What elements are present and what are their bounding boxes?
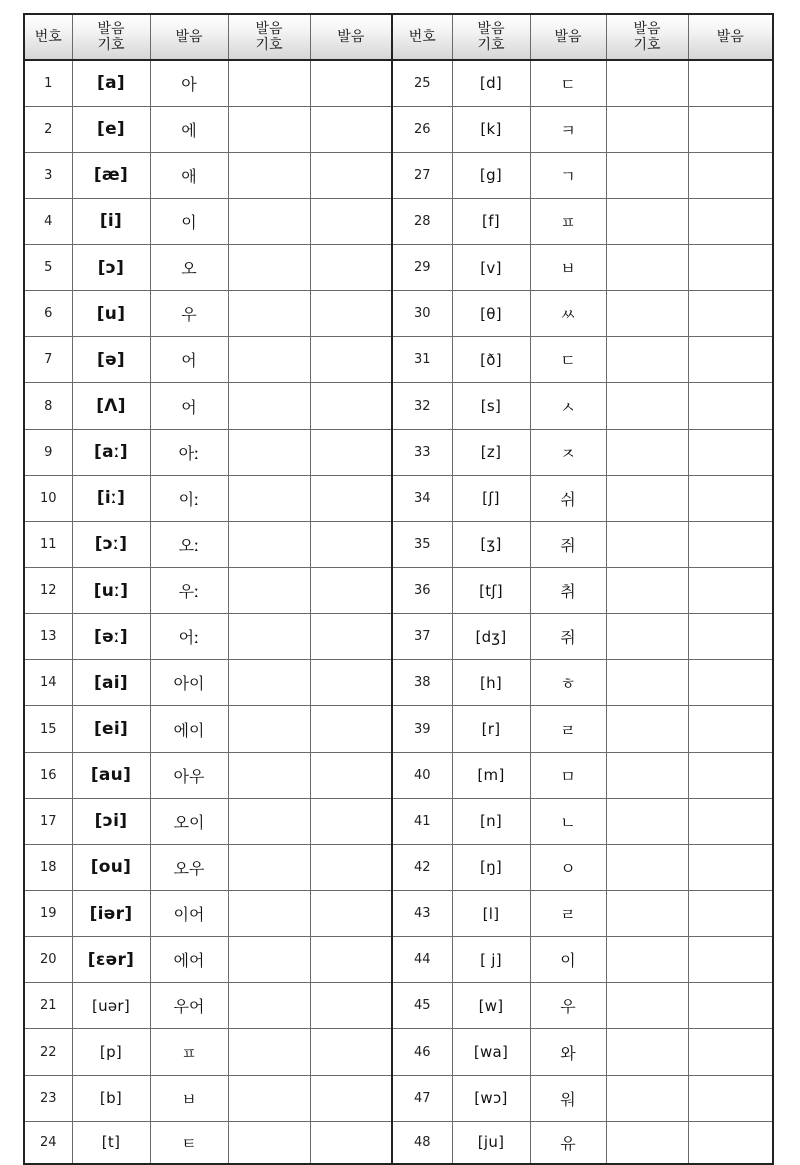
table-row: [24, 198, 773, 244]
korean-pronunciation: ㅋ: [530, 106, 606, 152]
phonetic-symbol-table: [23, 13, 774, 1165]
symbol-practice-cell[interactable]: [228, 660, 310, 706]
korean-pronunciation: ㄹ: [530, 706, 606, 752]
korean-pronunciation: ㅂ: [530, 245, 606, 291]
phonetic-symbol: [i]: [72, 198, 150, 244]
row-number: 10: [24, 475, 72, 521]
row-number: 48: [392, 1121, 452, 1164]
symbol-practice-cell[interactable]: [228, 614, 310, 660]
row-number: 19: [24, 891, 72, 937]
header-pronunciation-practice-left: 발음: [310, 14, 392, 60]
korean-pronunciation: 우: [150, 291, 228, 337]
symbol-practice-cell[interactable]: [606, 937, 688, 983]
phonetic-symbol: [a]: [72, 60, 150, 106]
row-number: 38: [392, 660, 452, 706]
row-number: 33: [392, 429, 452, 475]
row-number: 31: [392, 337, 452, 383]
symbol-practice-cell[interactable]: [606, 198, 688, 244]
table-row: [24, 429, 773, 475]
symbol-practice-cell[interactable]: [606, 752, 688, 798]
symbol-practice-cell[interactable]: [228, 245, 310, 291]
symbol-practice-cell[interactable]: [228, 1075, 310, 1121]
korean-pronunciation: 취: [530, 568, 606, 614]
pronunciation-practice-cell[interactable]: [310, 1029, 392, 1075]
row-number: 29: [392, 245, 452, 291]
row-number: 46: [392, 1029, 452, 1075]
symbol-practice-cell[interactable]: [228, 291, 310, 337]
pronunciation-practice-cell[interactable]: [310, 660, 392, 706]
table-row: [24, 152, 773, 198]
phonetic-symbol: [e]: [72, 106, 150, 152]
row-number: 3: [24, 152, 72, 198]
phonetic-symbol: [ŋ]: [452, 844, 530, 890]
korean-pronunciation: 아우: [150, 752, 228, 798]
korean-pronunciation: 아: [150, 60, 228, 106]
symbol-practice-cell[interactable]: [228, 752, 310, 798]
korean-pronunciation: 에이: [150, 706, 228, 752]
korean-pronunciation: 이: [530, 937, 606, 983]
pronunciation-practice-cell[interactable]: [688, 1121, 773, 1164]
row-number: 34: [392, 475, 452, 521]
pronunciation-practice-cell[interactable]: [688, 337, 773, 383]
phonetic-symbol: [iər]: [72, 891, 150, 937]
table-row: [24, 337, 773, 383]
pronunciation-practice-cell[interactable]: [310, 521, 392, 567]
pronunciation-practice-cell[interactable]: [310, 891, 392, 937]
symbol-practice-cell[interactable]: [228, 706, 310, 752]
row-number: 11: [24, 521, 72, 567]
symbol-practice-cell[interactable]: [228, 568, 310, 614]
phonetic-symbol: [n]: [452, 798, 530, 844]
pronunciation-practice-cell[interactable]: [310, 568, 392, 614]
row-number: 16: [24, 752, 72, 798]
table-row: [24, 568, 773, 614]
phonetic-symbol: [f]: [452, 198, 530, 244]
symbol-practice-cell[interactable]: [228, 521, 310, 567]
symbol-practice-cell[interactable]: [606, 383, 688, 429]
row-number: 32: [392, 383, 452, 429]
header-symbol-left: 발음 기호: [72, 14, 150, 60]
pronunciation-practice-cell[interactable]: [310, 337, 392, 383]
korean-pronunciation: 어ː: [150, 614, 228, 660]
row-number: 15: [24, 706, 72, 752]
table-row: [24, 383, 773, 429]
pronunciation-practice-cell[interactable]: [310, 1075, 392, 1121]
row-number: 21: [24, 983, 72, 1029]
header-symbol-right: 발음 기호: [452, 14, 530, 60]
phonetic-symbol: [əː]: [72, 614, 150, 660]
row-number: 24: [24, 1121, 72, 1164]
phonetic-symbol: [ou]: [72, 844, 150, 890]
phonetic-symbol: [tʃ]: [452, 568, 530, 614]
korean-pronunciation: ㄴ: [530, 798, 606, 844]
header-pronunciation-practice-right: 발음: [688, 14, 773, 60]
pronunciation-practice-cell[interactable]: [310, 798, 392, 844]
pronunciation-practice-cell[interactable]: [310, 429, 392, 475]
phonetic-symbol: [ə]: [72, 337, 150, 383]
row-number: 27: [392, 152, 452, 198]
phonetic-symbol: [ j]: [452, 937, 530, 983]
row-number: 35: [392, 521, 452, 567]
header-symbol-practice-right: 발음 기호: [606, 14, 688, 60]
symbol-practice-cell[interactable]: [606, 245, 688, 291]
phonetic-symbol: [ɔ]: [72, 245, 150, 291]
phonetic-symbol: [ð]: [452, 337, 530, 383]
pronunciation-practice-cell[interactable]: [688, 106, 773, 152]
pronunciation-practice-cell[interactable]: [688, 475, 773, 521]
phonetic-symbol: [k]: [452, 106, 530, 152]
table-row: [24, 706, 773, 752]
row-number: 2: [24, 106, 72, 152]
row-number: 8: [24, 383, 72, 429]
korean-pronunciation: 아이: [150, 660, 228, 706]
pronunciation-practice-cell[interactable]: [310, 106, 392, 152]
pronunciation-practice-cell[interactable]: [688, 798, 773, 844]
korean-pronunciation: 와: [530, 1029, 606, 1075]
row-number: 9: [24, 429, 72, 475]
row-number: 44: [392, 937, 452, 983]
korean-pronunciation: 우ː: [150, 568, 228, 614]
row-number: 45: [392, 983, 452, 1029]
symbol-practice-cell[interactable]: [606, 1029, 688, 1075]
symbol-practice-cell[interactable]: [606, 291, 688, 337]
row-number: 26: [392, 106, 452, 152]
row-number: 23: [24, 1075, 72, 1121]
row-number: 28: [392, 198, 452, 244]
row-number: 36: [392, 568, 452, 614]
table-row: [24, 891, 773, 937]
phonetic-symbol: [au]: [72, 752, 150, 798]
symbol-practice-cell[interactable]: [606, 568, 688, 614]
phonetic-symbol: [b]: [72, 1075, 150, 1121]
symbol-practice-cell[interactable]: [228, 937, 310, 983]
phonetic-symbol: [ʃ]: [452, 475, 530, 521]
korean-pronunciation: ㅁ: [530, 752, 606, 798]
symbol-practice-cell[interactable]: [606, 475, 688, 521]
pronunciation-practice-cell[interactable]: [310, 383, 392, 429]
pronunciation-practice-cell[interactable]: [688, 429, 773, 475]
symbol-practice-cell[interactable]: [228, 106, 310, 152]
table-row: [24, 1029, 773, 1075]
pronunciation-practice-cell[interactable]: [310, 152, 392, 198]
korean-pronunciation: 오이: [150, 798, 228, 844]
row-number: 7: [24, 337, 72, 383]
symbol-practice-cell[interactable]: [606, 660, 688, 706]
symbol-practice-cell[interactable]: [606, 1121, 688, 1164]
phonetic-symbol: [uː]: [72, 568, 150, 614]
korean-pronunciation: ㄱ: [530, 152, 606, 198]
symbol-practice-cell[interactable]: [606, 337, 688, 383]
phonetic-symbol: [ʒ]: [452, 521, 530, 567]
korean-pronunciation: 애: [150, 152, 228, 198]
table-row: [24, 60, 773, 106]
korean-pronunciation: ㅅ: [530, 383, 606, 429]
pronunciation-practice-cell[interactable]: [688, 383, 773, 429]
phonetic-symbol: [ei]: [72, 706, 150, 752]
row-number: 39: [392, 706, 452, 752]
phonetic-symbol: [w]: [452, 983, 530, 1029]
korean-pronunciation: 오우: [150, 844, 228, 890]
korean-pronunciation: 쥐: [530, 521, 606, 567]
symbol-practice-cell[interactable]: [606, 521, 688, 567]
table-row: [24, 1075, 773, 1121]
row-number: 1: [24, 60, 72, 106]
korean-pronunciation: ㅍ: [530, 198, 606, 244]
pronunciation-practice-cell[interactable]: [688, 752, 773, 798]
table-row: [24, 937, 773, 983]
pronunciation-practice-cell[interactable]: [688, 1075, 773, 1121]
symbol-practice-cell[interactable]: [606, 614, 688, 660]
header-pronunciation-left: 발음: [150, 14, 228, 60]
table-row: [24, 291, 773, 337]
korean-pronunciation: 우어: [150, 983, 228, 1029]
row-number: 41: [392, 798, 452, 844]
phonetic-symbol: [t]: [72, 1121, 150, 1164]
pronunciation-practice-cell[interactable]: [688, 245, 773, 291]
symbol-practice-cell[interactable]: [606, 844, 688, 890]
korean-pronunciation: 에어: [150, 937, 228, 983]
phonetic-symbol: [ai]: [72, 660, 150, 706]
phonetic-symbol: [m]: [452, 752, 530, 798]
korean-pronunciation: 어: [150, 383, 228, 429]
symbol-practice-cell[interactable]: [606, 798, 688, 844]
pronunciation-practice-cell[interactable]: [688, 891, 773, 937]
phonetic-symbol: [aː]: [72, 429, 150, 475]
phonetic-symbol: [s]: [452, 383, 530, 429]
header-number-left: 번호: [24, 14, 72, 60]
header-symbol-practice-left: 발음 기호: [228, 14, 310, 60]
symbol-practice-cell[interactable]: [606, 983, 688, 1029]
korean-pronunciation: 오ː: [150, 521, 228, 567]
phonetic-symbol: [g]: [452, 152, 530, 198]
phonetic-symbol: [h]: [452, 660, 530, 706]
pronunciation-practice-cell[interactable]: [688, 706, 773, 752]
row-number: 43: [392, 891, 452, 937]
korean-pronunciation: 어: [150, 337, 228, 383]
korean-pronunciation: 우: [530, 983, 606, 1029]
pronunciation-practice-cell[interactable]: [688, 983, 773, 1029]
korean-pronunciation: ㄷ: [530, 337, 606, 383]
table-row: [24, 752, 773, 798]
row-number: 12: [24, 568, 72, 614]
table-row: [24, 614, 773, 660]
pronunciation-practice-cell[interactable]: [310, 1121, 392, 1164]
phonetic-symbol: [θ]: [452, 291, 530, 337]
phonetic-symbol: [iː]: [72, 475, 150, 521]
table-row: [24, 844, 773, 890]
phonetic-symbol: [dʒ]: [452, 614, 530, 660]
phonetic-symbol: [l]: [452, 891, 530, 937]
pronunciation-practice-cell[interactable]: [310, 245, 392, 291]
symbol-practice-cell[interactable]: [228, 383, 310, 429]
pronunciation-worksheet: [23, 13, 772, 1153]
pronunciation-practice-cell[interactable]: [688, 568, 773, 614]
table-row: [24, 660, 773, 706]
pronunciation-practice-cell[interactable]: [688, 1029, 773, 1075]
row-number: 4: [24, 198, 72, 244]
pronunciation-practice-cell[interactable]: [688, 521, 773, 567]
phonetic-symbol: [r]: [452, 706, 530, 752]
row-number: 47: [392, 1075, 452, 1121]
row-number: 17: [24, 798, 72, 844]
korean-pronunciation: ㅎ: [530, 660, 606, 706]
symbol-practice-cell[interactable]: [606, 106, 688, 152]
korean-pronunciation: 쥐: [530, 614, 606, 660]
korean-pronunciation: 오: [150, 245, 228, 291]
symbol-practice-cell[interactable]: [228, 60, 310, 106]
table-row: [24, 798, 773, 844]
phonetic-symbol: [uər]: [72, 983, 150, 1029]
table-row: [24, 106, 773, 152]
symbol-practice-cell[interactable]: [228, 429, 310, 475]
symbol-practice-cell[interactable]: [228, 337, 310, 383]
phonetic-symbol: [ju]: [452, 1121, 530, 1164]
row-number: 25: [392, 60, 452, 106]
symbol-practice-cell[interactable]: [228, 798, 310, 844]
pronunciation-practice-cell[interactable]: [688, 291, 773, 337]
phonetic-symbol: [u]: [72, 291, 150, 337]
row-number: 40: [392, 752, 452, 798]
korean-pronunciation: 유: [530, 1121, 606, 1164]
korean-pronunciation: ㅌ: [150, 1121, 228, 1164]
pronunciation-practice-cell[interactable]: [310, 937, 392, 983]
pronunciation-practice-cell[interactable]: [310, 752, 392, 798]
table-row: [24, 245, 773, 291]
korean-pronunciation: ㅈ: [530, 429, 606, 475]
symbol-practice-cell[interactable]: [228, 1121, 310, 1164]
symbol-practice-cell[interactable]: [228, 983, 310, 1029]
phonetic-symbol: [v]: [452, 245, 530, 291]
symbol-practice-cell[interactable]: [606, 891, 688, 937]
pronunciation-practice-cell[interactable]: [688, 844, 773, 890]
symbol-practice-cell[interactable]: [228, 891, 310, 937]
row-number: 14: [24, 660, 72, 706]
symbol-practice-cell[interactable]: [606, 1075, 688, 1121]
phonetic-symbol: [wa]: [452, 1029, 530, 1075]
table-row: [24, 983, 773, 1029]
row-number: 13: [24, 614, 72, 660]
korean-pronunciation: 이: [150, 198, 228, 244]
header-number-right: 번호: [392, 14, 452, 60]
row-number: 37: [392, 614, 452, 660]
symbol-practice-cell[interactable]: [228, 198, 310, 244]
phonetic-symbol: [p]: [72, 1029, 150, 1075]
symbol-practice-cell[interactable]: [228, 475, 310, 521]
table-row: [24, 521, 773, 567]
phonetic-symbol: [z]: [452, 429, 530, 475]
pronunciation-practice-cell[interactable]: [688, 60, 773, 106]
row-number: 6: [24, 291, 72, 337]
korean-pronunciation: 이어: [150, 891, 228, 937]
row-number: 22: [24, 1029, 72, 1075]
korean-pronunciation: ㄷ: [530, 60, 606, 106]
korean-pronunciation: ㅆ: [530, 291, 606, 337]
korean-pronunciation: 에: [150, 106, 228, 152]
pronunciation-practice-cell[interactable]: [688, 937, 773, 983]
pronunciation-practice-cell[interactable]: [310, 706, 392, 752]
pronunciation-practice-cell[interactable]: [310, 983, 392, 1029]
pronunciation-practice-cell[interactable]: [310, 60, 392, 106]
korean-pronunciation: 이ː: [150, 475, 228, 521]
phonetic-symbol: [ɔː]: [72, 521, 150, 567]
row-number: 5: [24, 245, 72, 291]
pronunciation-practice-cell[interactable]: [310, 475, 392, 521]
phonetic-symbol: [æ]: [72, 152, 150, 198]
korean-pronunciation: 쉬: [530, 475, 606, 521]
pronunciation-practice-cell[interactable]: [310, 614, 392, 660]
row-number: 18: [24, 844, 72, 890]
pronunciation-practice-cell[interactable]: [688, 152, 773, 198]
korean-pronunciation: 아ː: [150, 429, 228, 475]
row-number: 20: [24, 937, 72, 983]
pronunciation-practice-cell[interactable]: [310, 291, 392, 337]
phonetic-symbol: [wɔ]: [452, 1075, 530, 1121]
korean-pronunciation: 워: [530, 1075, 606, 1121]
header-row: [24, 14, 773, 60]
pronunciation-practice-cell[interactable]: [310, 198, 392, 244]
symbol-practice-cell[interactable]: [228, 1029, 310, 1075]
header-pronunciation-right: 발음: [530, 14, 606, 60]
symbol-practice-cell[interactable]: [606, 152, 688, 198]
table-row: [24, 1121, 773, 1164]
pronunciation-practice-cell[interactable]: [310, 844, 392, 890]
pronunciation-practice-cell[interactable]: [688, 614, 773, 660]
phonetic-symbol: [d]: [452, 60, 530, 106]
row-number: 42: [392, 844, 452, 890]
table-body: [24, 60, 773, 1164]
phonetic-symbol: [ɔi]: [72, 798, 150, 844]
table-row: [24, 475, 773, 521]
symbol-practice-cell[interactable]: [606, 706, 688, 752]
symbol-practice-cell[interactable]: [228, 152, 310, 198]
korean-pronunciation: ㅇ: [530, 844, 606, 890]
phonetic-symbol: [ɛər]: [72, 937, 150, 983]
row-number: 30: [392, 291, 452, 337]
phonetic-symbol: [Λ]: [72, 383, 150, 429]
symbol-practice-cell[interactable]: [228, 844, 310, 890]
pronunciation-practice-cell[interactable]: [688, 198, 773, 244]
symbol-practice-cell[interactable]: [606, 429, 688, 475]
pronunciation-practice-cell[interactable]: [688, 660, 773, 706]
korean-pronunciation: ㅂ: [150, 1075, 228, 1121]
korean-pronunciation: ㄹ: [530, 891, 606, 937]
symbol-practice-cell[interactable]: [606, 60, 688, 106]
korean-pronunciation: ㅍ: [150, 1029, 228, 1075]
